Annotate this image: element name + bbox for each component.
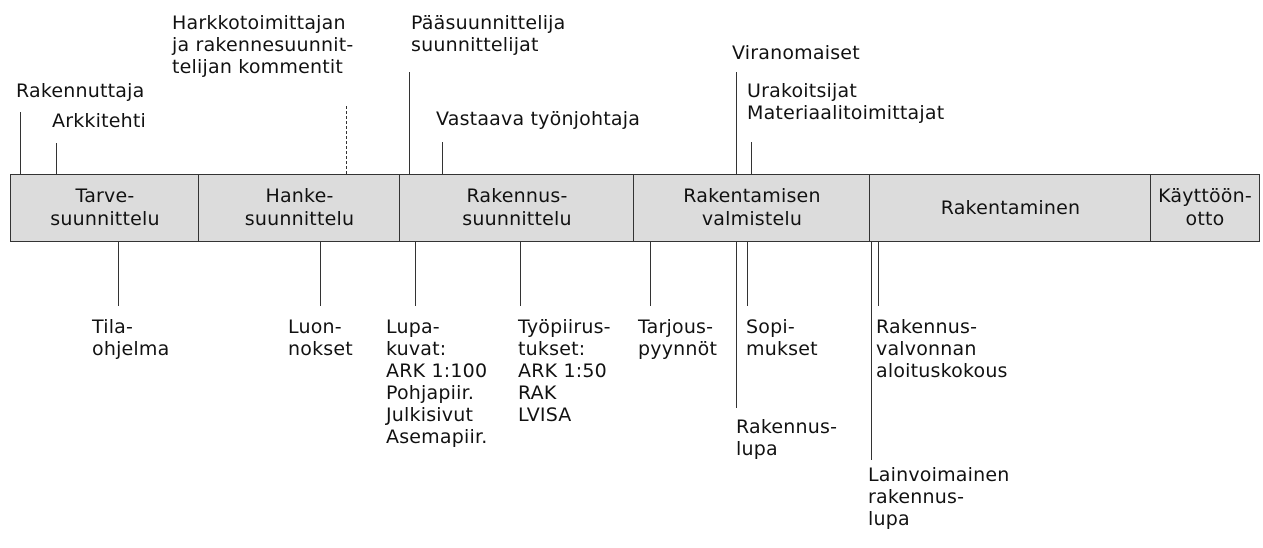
label-tilaohjelma: Tila- ohjelma xyxy=(92,316,170,360)
label-paasuunnittelija: Pääsuunnittelija suunnittelijat xyxy=(411,12,566,56)
phase-rakentamisen-valmistelu xyxy=(633,174,871,242)
phase-kayttoonotto xyxy=(1150,174,1260,242)
connector-urakoitsijat xyxy=(751,142,752,174)
label-viranomaiset: Viranomaiset xyxy=(732,42,860,64)
label-harkkotoimittaja: Harkkotoimittajan ja rakennesuunnit- telijan kommentit xyxy=(172,12,354,78)
phase-label: Rakennus- suunnittelu xyxy=(462,185,572,230)
connector-vastaava-tyonjohtaja xyxy=(442,142,443,174)
label-arkkitehti: Arkkitehti xyxy=(52,110,147,132)
label-luonnokset: Luon- nokset xyxy=(288,316,353,360)
label-urakoitsijat: Urakoitsijat Materiaalitoimittajat xyxy=(747,80,945,124)
label-valvonta: Rakennus- valvonnan aloituskokous xyxy=(876,316,1008,382)
label-lupakuvat: Lupa- kuvat: ARK 1:100 Pohjapiir. Julkisivut Asemapiir. xyxy=(386,316,488,448)
phase-rakennussuunnittelu xyxy=(399,174,635,242)
connector-viranomaiset xyxy=(736,72,737,174)
label-sopimukset: Sopi- mukset xyxy=(746,316,818,360)
connector-lupakuvat xyxy=(415,242,416,306)
phase-label: Rakentaminen xyxy=(940,196,1081,219)
label-lainvoimainen: Lainvoimainen rakennus- lupa xyxy=(868,464,1010,530)
label-rakennuslupa: Rakennus- lupa xyxy=(736,416,838,460)
label-vastaava-tyonjohtaja: Vastaava työnjohtaja xyxy=(436,108,641,130)
phase-tarvesuunnittelu xyxy=(10,174,200,242)
connector-harkkotoimittaja xyxy=(346,106,347,174)
connector-tyopiirustukset xyxy=(520,242,521,306)
phase-rakentaminen xyxy=(869,174,1152,242)
connector-sopimukset xyxy=(747,242,748,306)
connector-arkkitehti xyxy=(56,143,57,174)
connector-rakennuttaja xyxy=(20,112,21,174)
connector-lainvoimainen xyxy=(871,242,872,460)
connector-luonnokset xyxy=(320,242,321,306)
connector-paasuunnittelija xyxy=(409,72,410,174)
phase-hankesuunnittelu xyxy=(198,174,401,242)
label-tarjouspyynnot: Tarjous- pyynnöt xyxy=(638,316,718,360)
connector-tilaohjelma xyxy=(118,242,119,306)
connector-valvonta xyxy=(878,242,879,306)
phase-label: Hanke- suunnittelu xyxy=(244,185,355,230)
phase-label: Rakentamisen valmistelu xyxy=(683,185,821,230)
label-rakennuttaja: Rakennuttaja xyxy=(16,80,145,102)
phase-label: Käyttöön- otto xyxy=(1158,185,1252,230)
connector-rakennuslupa xyxy=(736,242,737,408)
connector-tarjouspyynnot xyxy=(650,242,651,306)
label-tyopiirustukset: Työpiirus- tukset: ARK 1:50 RAK LVISA xyxy=(518,316,611,426)
phase-label: Tarve- suunnittelu xyxy=(50,185,160,230)
